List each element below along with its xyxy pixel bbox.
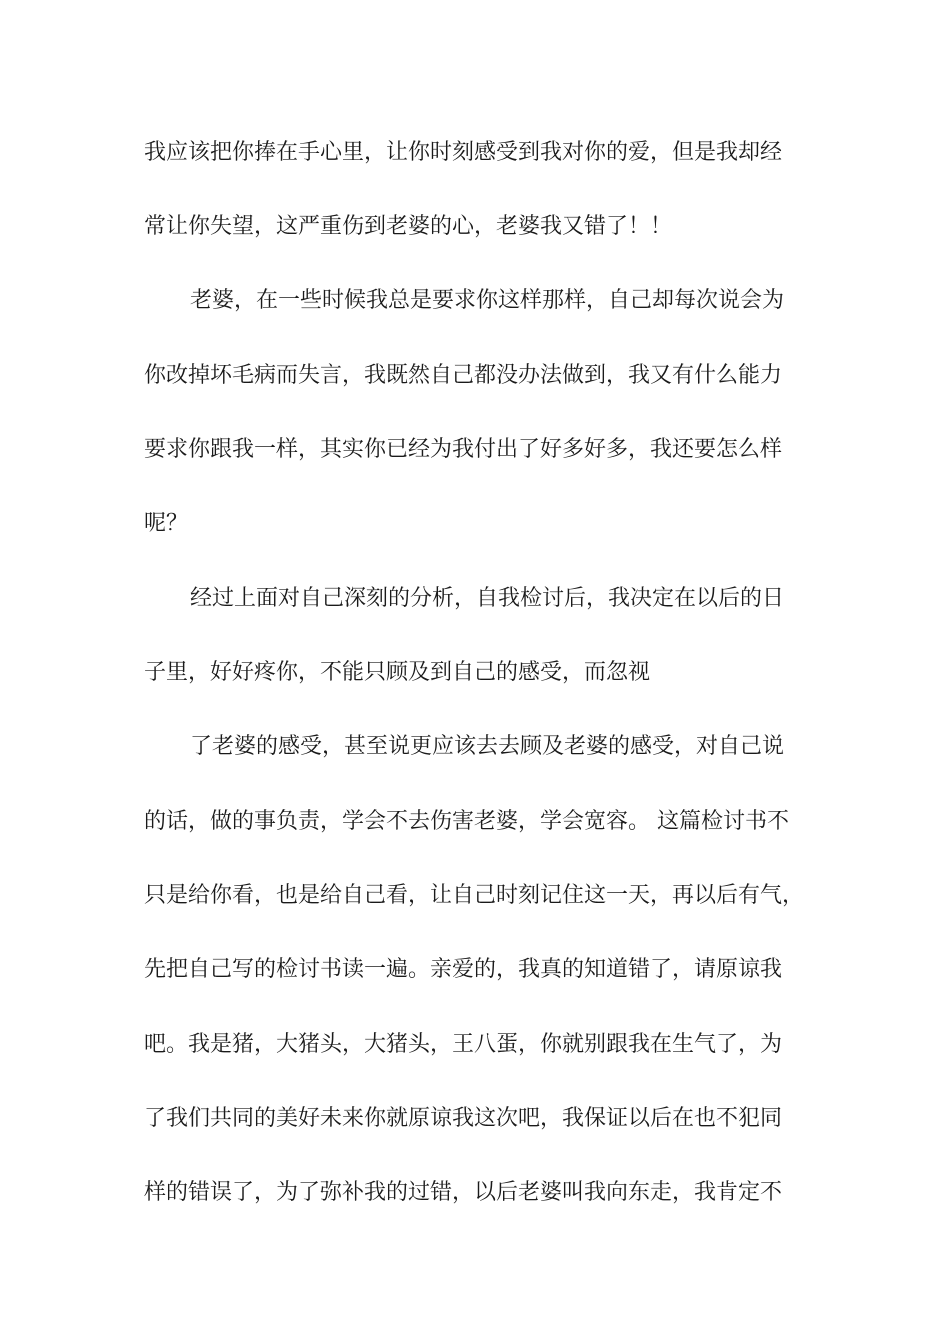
text-line-9: 了老婆的感受，甚至说更应该去去顾及老婆的感受，对自己说 (190, 734, 785, 759)
text-line-4: 你改掉坏毛病而失言，我既然自己都没办法做到，我又有什么能力 (144, 363, 783, 388)
text-line-3: 老婆，在一些时候我总是要求你这样那样，自己却每次说会为 (190, 288, 785, 313)
text-line-2: 常让你失望，这严重伤到老婆的心，老婆我又错了！！ (144, 214, 673, 239)
text-line-11: 只是给你看，也是给自己看，让自己时刻记住这一天，再以后有气， (144, 883, 805, 908)
text-line-10: 的话，做的事负责，学会不去伤害老婆，学会宽容。 这篇检讨书不 (144, 809, 789, 834)
text-line-14: 了我们共同的美好未来你就原谅我这次吧，我保证以后在也不犯同 (144, 1106, 783, 1131)
text-line-7: 经过上面对自己深刻的分析，自我检讨后，我决定在以后的日 (190, 586, 785, 611)
text-line-12: 先把自己写的检讨书读一遍。亲爱的，我真的知道错了，请原谅我 (144, 957, 783, 982)
text-line-15: 样的错误了，为了弥补我的过错，以后老婆叫我向东走，我肯定不 (144, 1180, 783, 1205)
text-line-13: 吧。我是猪，大猪头，大猪头，王八蛋，你就别跟我在生气了，为 (144, 1032, 783, 1057)
text-line-5: 要求你跟我一样，其实你已经为我付出了好多好多，我还要怎么样 (144, 437, 783, 462)
text-line-6: 呢？ (144, 511, 189, 536)
text-line-1: 我应该把你捧在手心里，让你时刻感受到我对你的爱，但是我却经 (144, 140, 783, 165)
text-line-8: 子里，好好疼你，不能只顾及到自己的感受，而忽视 (144, 660, 651, 685)
